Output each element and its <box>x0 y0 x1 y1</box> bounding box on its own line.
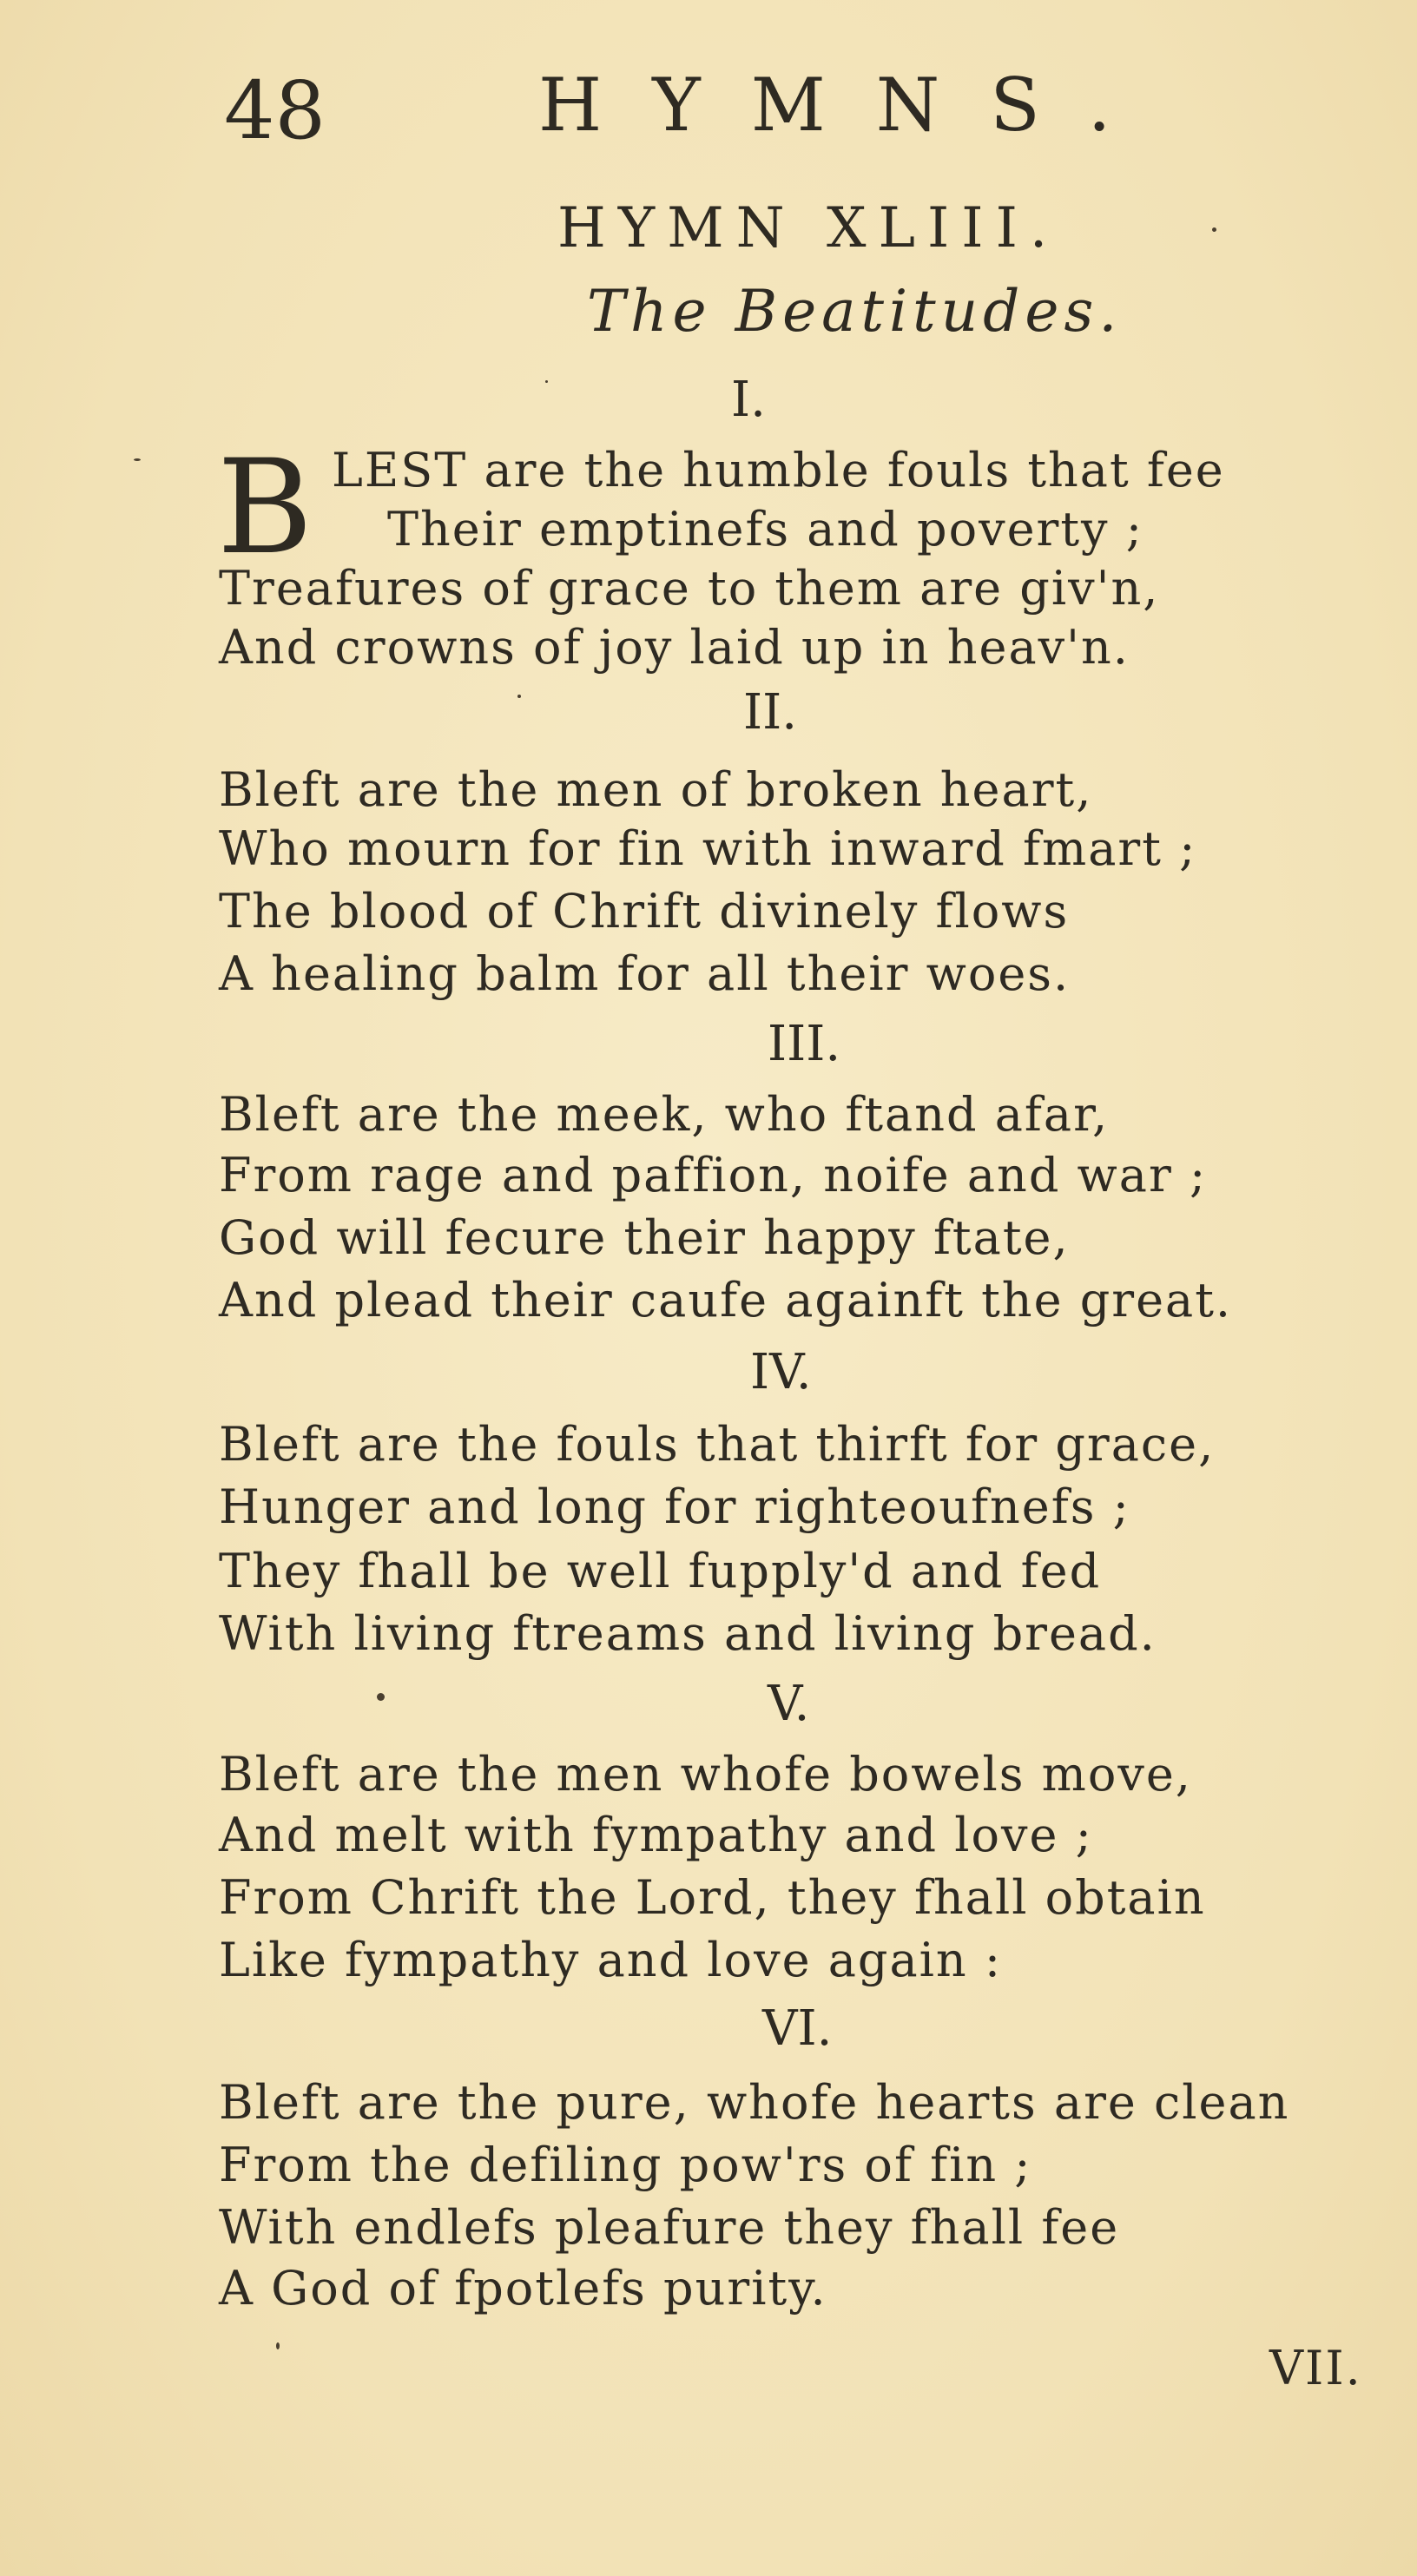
stanza-number: I. <box>731 372 766 428</box>
verse-line: From rage and paffion, noife and war ; <box>219 1148 1208 1202</box>
paper-speck <box>1212 227 1216 232</box>
paper-speck <box>276 2342 280 2349</box>
verse-line: The blood of Chrift divinely flows <box>219 884 1070 939</box>
stanza-number: IV. <box>750 1344 812 1400</box>
verse-line: With endlefs pleafure they fhall fee <box>219 2200 1120 2255</box>
verse-line: Bleft are the men whofe bowels move, <box>219 1747 1192 1802</box>
hymn-subtitle: The Beatitudes. <box>587 278 1123 345</box>
verse-line: Bleft are the men of broken heart, <box>219 762 1093 817</box>
stanza-number: II. <box>743 684 798 741</box>
verse-line: And crowns of joy laid up in heav'n. <box>219 620 1130 675</box>
verse-line: God will fecure their happy ftate, <box>219 1210 1070 1265</box>
verse-line: Bleft are the pure, whofe hearts are clean <box>219 2075 1290 2130</box>
page-number: 48 <box>224 64 326 157</box>
verse-line: And plead their caufe againft the great. <box>219 1273 1233 1328</box>
verse-line: From the defiling pow'rs of fin ; <box>219 2138 1032 2192</box>
verse-line: Bleft are the fouls that thirft for grace, <box>219 1417 1216 1472</box>
verse-line: Hunger and long for righteoufnefs ; <box>219 1479 1130 1534</box>
verse-line: Bleft are the meek, who ftand afar, <box>219 1087 1110 1142</box>
stanza-number: III. <box>768 1016 841 1072</box>
verse-line: With living ftreams and living bread. <box>219 1606 1157 1661</box>
verse-line: They fhall be well fupply'd and fed <box>219 1544 1102 1598</box>
paper-speck <box>377 1693 385 1701</box>
verse-line: Their emptinefs and poverty ; <box>387 502 1143 557</box>
running-head: HYMNS. <box>538 63 1162 148</box>
catchword: VII. <box>1269 2341 1362 2395</box>
verse-line: LEST are the humble fouls that fee <box>332 443 1225 497</box>
stanza-number: VI. <box>762 2000 833 2057</box>
paper-speck <box>134 458 141 461</box>
verse-line: Like fympathy and love again : <box>219 1933 1003 1987</box>
hymn-title: HYMN XLIII. <box>557 196 1060 260</box>
verse-line: A God of fpotlefs purity. <box>219 2261 827 2316</box>
verse-line: And melt with fympathy and love ; <box>219 1808 1093 1862</box>
stanza-number: V. <box>768 1676 810 1732</box>
paper-speck <box>517 695 521 698</box>
verse-line: A healing balm for all their woes. <box>219 946 1071 1001</box>
verse-line: From Chrift the Lord, they fhall obtain <box>219 1870 1206 1925</box>
verse-line: Who mourn for fin with inward fmart ; <box>219 821 1197 876</box>
verse-line: Treafures of grace to them are giv'n, <box>219 561 1160 616</box>
paper-speck <box>545 380 548 383</box>
drop-cap: B <box>217 432 313 583</box>
